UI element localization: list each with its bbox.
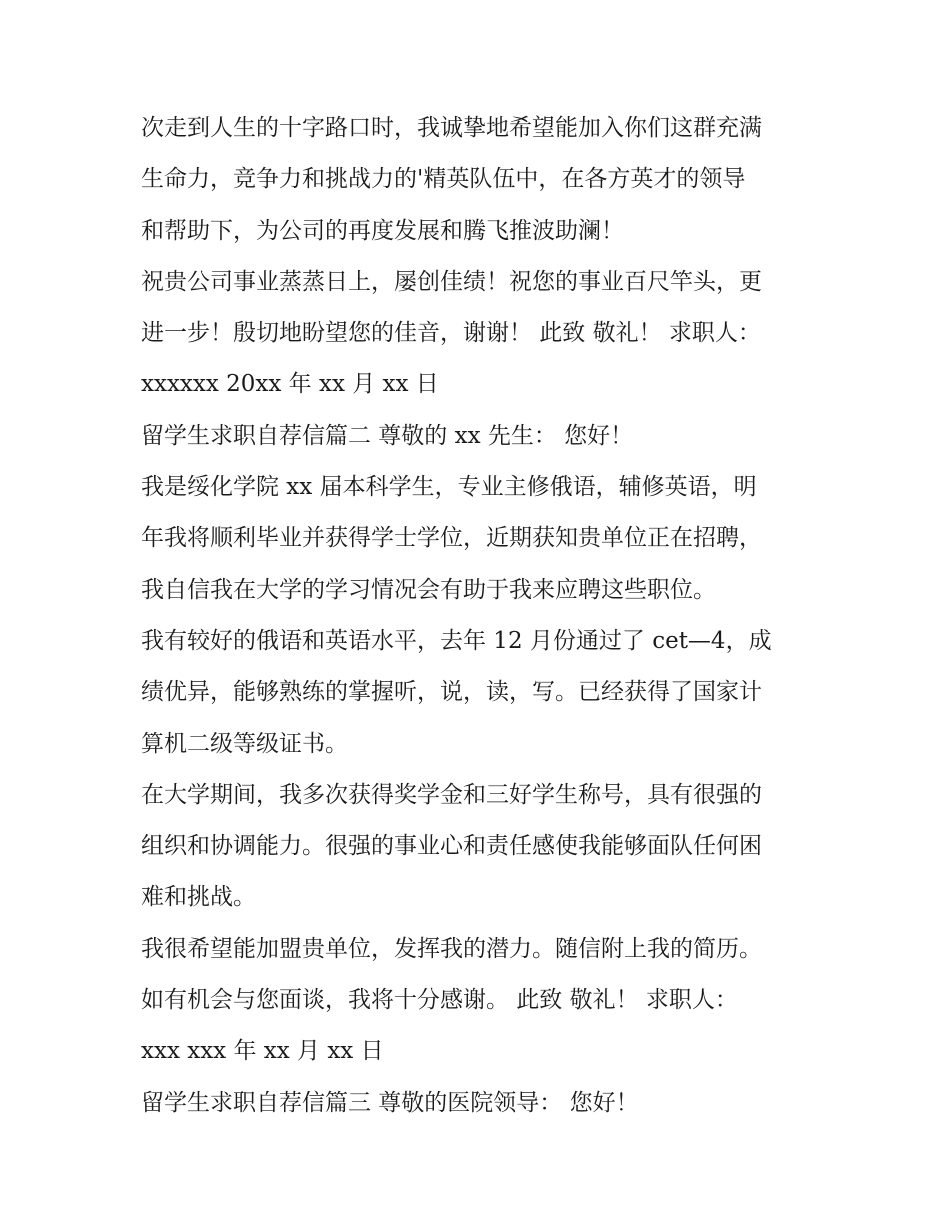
section-heading: 留学生求职自荐信篇二 尊敬的 xx 先生： 您好！: [141, 422, 634, 449]
text-line: 祝贵公司事业蒸蒸日上，屡创佳绩！祝您的事业百尺竿头，更: [141, 268, 762, 295]
text-line: 我有较好的俄语和英语水平，去年 12 月份通过了 cet—4，成: [141, 627, 772, 654]
section-heading: 留学生求职自荐信篇三 尊敬的医院领导： 您好！: [141, 1089, 639, 1116]
text-line: 生命力，竞争力和挑战力的'精英队伍中，在各方英才的领导: [141, 166, 746, 193]
text-line: 次走到人生的十字路口时，我诚挚地希望能加入你们这群充满: [141, 115, 762, 141]
text-line: 组织和协调能力。很强的事业心和责任感使我能够面队任何困: [141, 833, 762, 860]
text-line: 年我将顺利毕业并获得学士学位，近期获知贵单位正在招聘，: [141, 525, 762, 552]
text-line: 算机二级等级证书。: [141, 730, 348, 757]
text-line: 我自信我在大学的学习情况会有助于我来应聘这些职位。: [141, 576, 716, 603]
text-line: 难和挑战。: [141, 884, 256, 911]
signature-date-line: xxx xxx 年 xx 月 xx 日: [141, 1038, 384, 1065]
text-line: 进一步！殷切地盼望您的佳音，谢谢！ 此致 敬礼！ 求职人：: [141, 320, 761, 347]
text-line: 如有机会与您面谈，我将十分感谢。 此致 敬礼！ 求职人：: [141, 987, 738, 1014]
text-line: 我是绥化学院 xx 届本科学生，专业主修俄语，辅修英语，明: [141, 474, 757, 501]
text-line: 我很希望能加盟贵单位，发挥我的潜力。随信附上我的简历。: [141, 935, 762, 962]
text-line: 绩优异，能够熟练的掌握听，说，读，写。已经获得了国家计: [141, 679, 762, 706]
text-line: 和帮助下，为公司的再度发展和腾飞推波助澜！: [141, 217, 624, 244]
letter-body: [141, 103, 821, 1129]
text-line: 在大学期间，我多次获得奖学金和三好学生称号，具有很强的: [141, 781, 762, 808]
signature-date-line: xxxxxx 20xx 年 xx 月 xx 日: [141, 371, 439, 398]
